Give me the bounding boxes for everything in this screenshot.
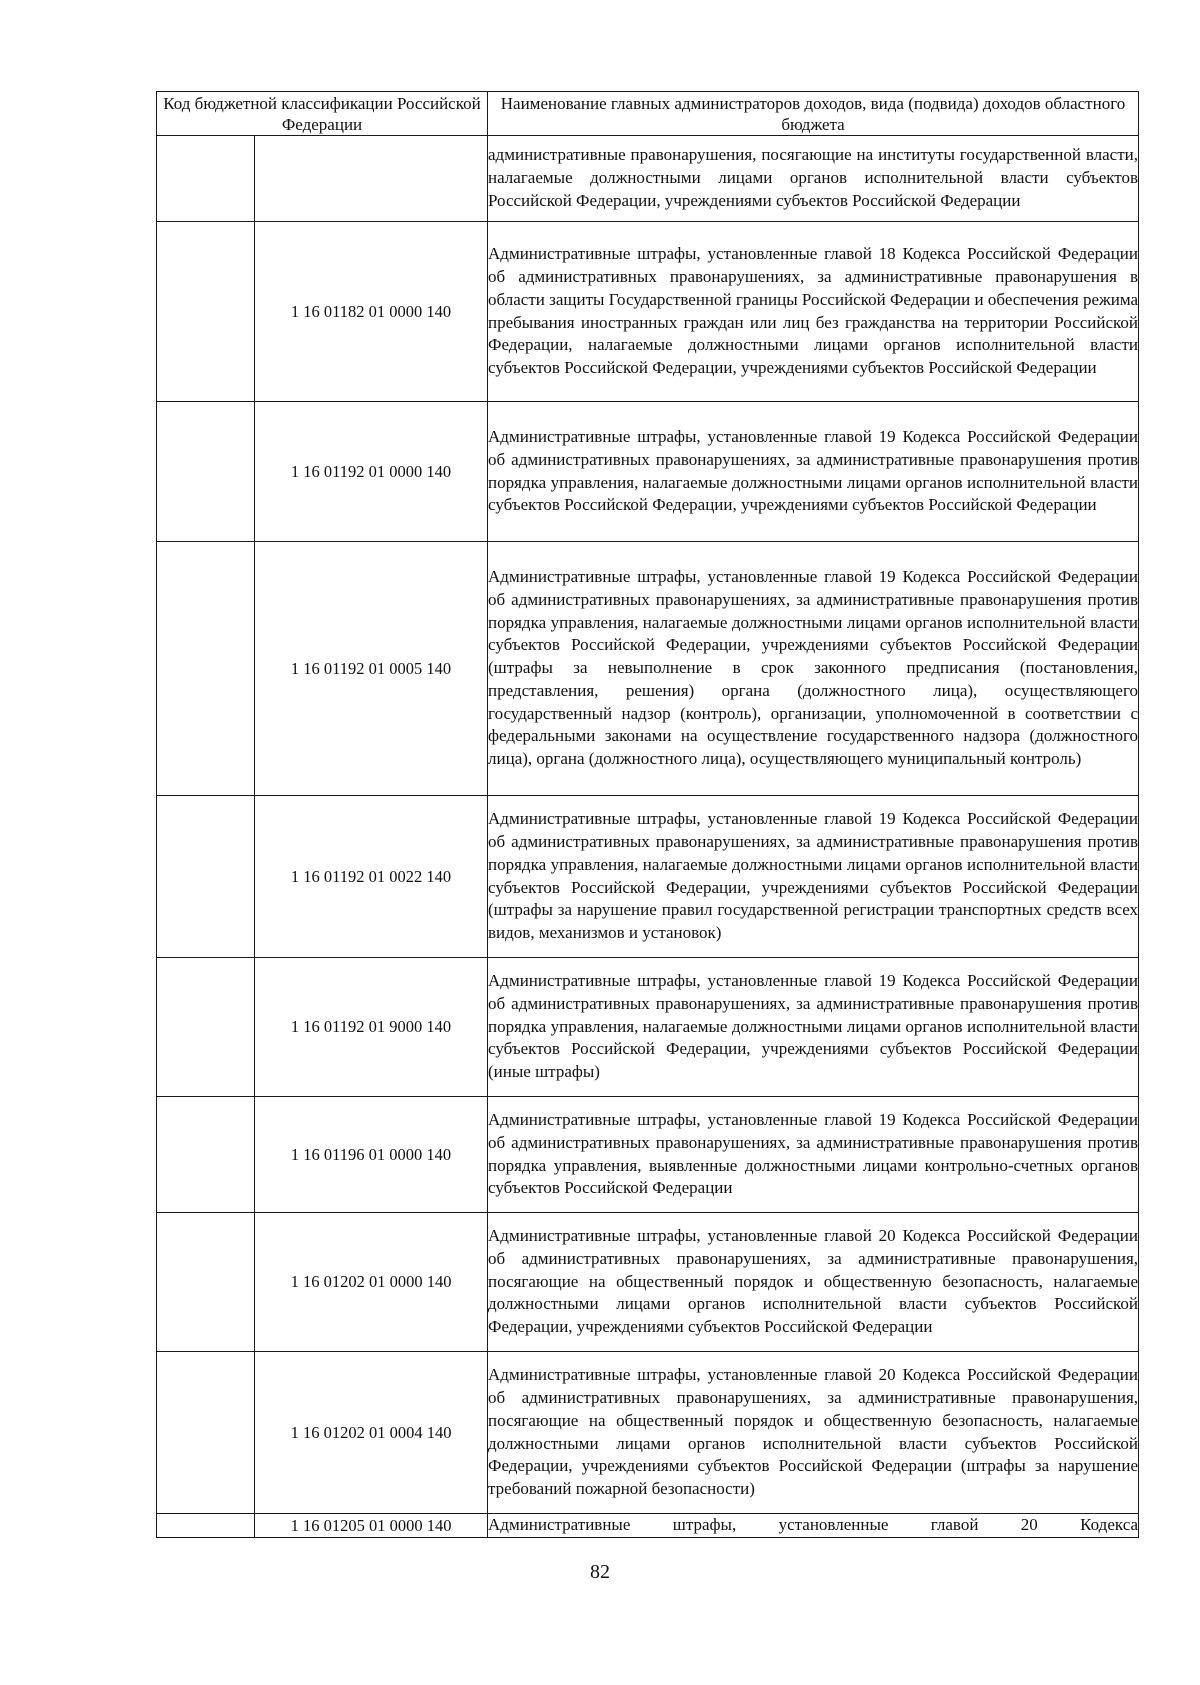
table-row (157, 542, 1139, 796)
income-description-cell: Административные штрафы, установленные главой 19 Кодекса Российской Федерации об административных правонарушениях, за административные правонарушения против порядка управления, налагаемые должностными лицами органов исполнительной власти субъектов Российской Федерации, учреждениями субъектов Российской Федерации (штрафы за невыполнение в срок законного предписания (постановления, представления, решения) органа (должностного лица), осуществляющего государственный надзор (контроль), организации, уполномоченной в соответствии с федеральными законами на осуществление государственного надзора (должностного лица), органа (должностного лица), осуществляющего муниципальный контроль) (488, 542, 1139, 796)
header-name-column: Наименование главных администраторов доходов, вида (подвида) доходов областного бюджета (488, 92, 1139, 136)
admin-code-cell (157, 1514, 255, 1538)
income-description-cell: Административные штрафы, установленные главой 19 Кодекса Российской Федерации об административных правонарушениях, за административные правонарушения против порядка управления, налагаемые должностными лицами органов исполнительной власти субъектов Российской Федерации, учреждениями субъектов Российской Федерации (штрафы за нарушение правил государственной регистрации транспортных средств всех видов, механизмов и установок) (488, 796, 1139, 958)
income-description-cell: Административные штрафы, установленные главой 18 Кодекса Российской Федерации об административных правонарушениях, за административные правонарушения в области защиты Государственной границы Российской Федерации и обеспечения режима пребывания иностранных граждан или лиц без гражданства на территории Российской Федерации, налагаемые должностными лицами органов исполнительной власти субъектов Российской Федерации, учреждениями субъектов Российской Федерации (488, 222, 1139, 402)
table-header-row (157, 92, 1139, 136)
table-row (157, 1213, 1139, 1352)
income-description-cell: административные правонарушения, посягающие на институты государственной власти, налагаемые должностными лицами органов исполнительной власти субъектов Российской Федерации, учреждениями субъектов Российской Федерации (488, 136, 1139, 222)
admin-code-cell (157, 1213, 255, 1352)
admin-code-cell (157, 1097, 255, 1213)
income-description-cell: Административные штрафы, установленные главой 19 Кодекса Российской Федерации об административных правонарушениях, за административные правонарушения против порядка управления, выявленные должностными лицами контрольно-счетных органов субъектов Российской Федерации (488, 1097, 1139, 1213)
budget-code-cell: 1 16 01192 01 0022 140 (255, 796, 488, 958)
admin-code-cell (157, 402, 255, 542)
budget-code-cell: 1 16 01202 01 0004 140 (255, 1352, 488, 1514)
table-row (157, 958, 1139, 1097)
budget-code-cell (255, 136, 488, 222)
budget-code-cell: 1 16 01192 01 9000 140 (255, 958, 488, 1097)
table-row (157, 1352, 1139, 1514)
budget-code-cell: 1 16 01202 01 0000 140 (255, 1213, 488, 1352)
admin-code-cell (157, 136, 255, 222)
income-description-cell: Административные штрафы, установленные главой 20 Кодекса Российской Федерации об административных правонарушениях, за административные правонарушения, посягающие на общественный порядок и общественную безопасность, налагаемые должностными лицами органов исполнительной власти субъектов Российской Федерации, учреждениями субъектов Российской Федерации (штрафы за нарушение требований пожарной безопасности) (488, 1352, 1139, 1514)
table-row (157, 796, 1139, 958)
header-code-column: Код бюджетной классификации Российской Федерации (157, 92, 488, 136)
admin-code-cell (157, 796, 255, 958)
income-description-cell: Административные штрафы, установленные главой 19 Кодекса Российской Федерации об административных правонарушениях, за административные правонарушения против порядка управления, налагаемые должностными лицами органов исполнительной власти субъектов Российской Федерации, учреждениями субъектов Российской Федерации (488, 402, 1139, 542)
admin-code-cell (157, 958, 255, 1097)
income-description-cell: Административные штрафы, установленные главой 20 Кодекса (488, 1514, 1139, 1538)
admin-code-cell (157, 222, 255, 402)
admin-code-cell (157, 1352, 255, 1514)
table-row (157, 136, 1139, 222)
table-row (157, 1514, 1139, 1538)
budget-code-cell: 1 16 01192 01 0000 140 (255, 402, 488, 542)
budget-code-cell: 1 16 01182 01 0000 140 (255, 222, 488, 402)
income-description-cell: Административные штрафы, установленные главой 19 Кодекса Российской Федерации об административных правонарушениях, за административные правонарушения против порядка управления, налагаемые должностными лицами органов исполнительной власти субъектов Российской Федерации, учреждениями субъектов Российской Федерации (иные штрафы) (488, 958, 1139, 1097)
budget-code-cell: 1 16 01196 01 0000 140 (255, 1097, 488, 1213)
table-row (157, 402, 1139, 542)
budget-code-cell: 1 16 01205 01 0000 140 (255, 1514, 488, 1538)
table-row (157, 222, 1139, 402)
budget-classification-table (156, 91, 1139, 1538)
income-description-cell: Административные штрафы, установленные главой 20 Кодекса Российской Федерации об административных правонарушениях, за административные правонарушения, посягающие на общественный порядок и общественную безопасность, налагаемые должностными лицами органов исполнительной власти субъектов Российской Федерации, учреждениями субъектов Российской Федерации (488, 1213, 1139, 1352)
page-number: 82 (590, 1561, 610, 1583)
admin-code-cell (157, 542, 255, 796)
table-row (157, 1097, 1139, 1213)
budget-code-cell: 1 16 01192 01 0005 140 (255, 542, 488, 796)
